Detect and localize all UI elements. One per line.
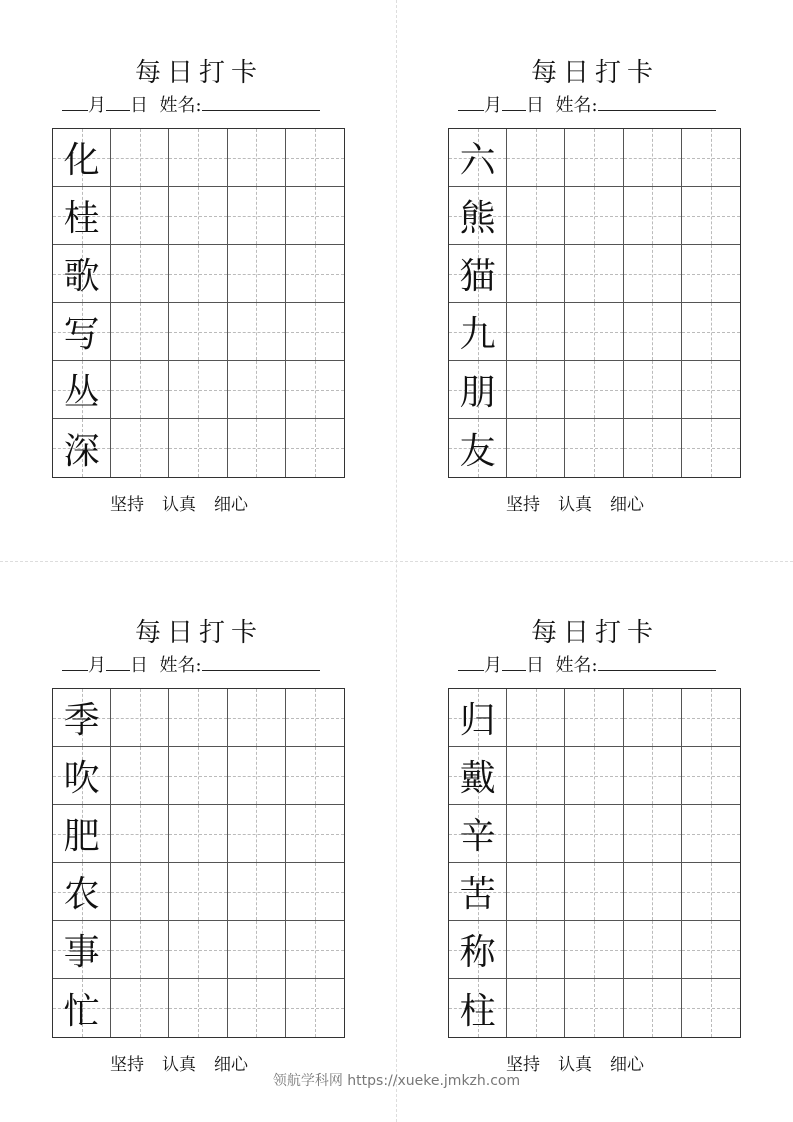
- model-char-cell: [449, 419, 507, 477]
- model-char-cell: [53, 921, 111, 979]
- practice-cell[interactable]: [507, 361, 565, 419]
- practice-cell[interactable]: [682, 689, 740, 747]
- motto-word: 坚持: [506, 1055, 540, 1075]
- practice-cell[interactable]: [682, 361, 740, 419]
- practice-cell[interactable]: [286, 361, 344, 419]
- practice-cell[interactable]: [169, 747, 227, 805]
- practice-cell[interactable]: [624, 689, 682, 747]
- practice-cell[interactable]: [111, 689, 169, 747]
- model-char-cell: [53, 863, 111, 921]
- practice-cell[interactable]: [111, 245, 169, 303]
- model-char: 农: [63, 874, 100, 915]
- motto-word: 坚持: [110, 1055, 144, 1075]
- practice-cell[interactable]: [286, 863, 344, 921]
- motto-word: 细心: [214, 495, 248, 515]
- practice-cell[interactable]: [624, 187, 682, 245]
- model-char: 忙: [63, 990, 100, 1032]
- model-char-cell: [449, 863, 507, 921]
- practice-cell[interactable]: [169, 361, 227, 419]
- practice-cell[interactable]: [624, 245, 682, 303]
- practice-cell[interactable]: [624, 863, 682, 921]
- practice-cell[interactable]: [111, 361, 169, 419]
- practice-cell[interactable]: [111, 863, 169, 921]
- motto-word: 认真: [162, 495, 196, 515]
- practice-cell[interactable]: [565, 689, 623, 747]
- practice-cell[interactable]: [682, 979, 740, 1037]
- model-char-cell: [449, 187, 507, 245]
- model-char: 苦: [459, 874, 496, 915]
- card-title: 每日打卡: [530, 58, 659, 88]
- day-blank[interactable]: [106, 94, 130, 111]
- model-char-cell: [53, 419, 111, 477]
- motto-word: 细心: [214, 1055, 248, 1075]
- day-blank[interactable]: [502, 654, 526, 671]
- practice-cell[interactable]: [111, 979, 169, 1037]
- practice-cell[interactable]: [286, 129, 344, 187]
- practice-cell[interactable]: [228, 747, 286, 805]
- date-name-line: [62, 654, 346, 677]
- practice-cell[interactable]: [169, 129, 227, 187]
- practice-cell[interactable]: [169, 245, 227, 303]
- practice-cell[interactable]: [169, 689, 227, 747]
- practice-cell[interactable]: [228, 805, 286, 863]
- model-char-cell: [449, 361, 507, 419]
- model-char: 柱: [459, 990, 496, 1032]
- motto: [506, 490, 662, 515]
- practice-cell[interactable]: [111, 419, 169, 477]
- practice-cell[interactable]: [507, 187, 565, 245]
- practice-cell[interactable]: [169, 863, 227, 921]
- model-char-cell: [449, 303, 507, 361]
- day-label: 日: [526, 95, 544, 116]
- model-char-cell: [53, 129, 111, 187]
- card-title: 每日打卡: [134, 618, 263, 648]
- model-char-cell: [53, 689, 111, 747]
- practice-cell[interactable]: [507, 921, 565, 979]
- practice-cell[interactable]: [169, 921, 227, 979]
- model-char-cell: [449, 747, 507, 805]
- practice-cell[interactable]: [228, 979, 286, 1037]
- horizontal-cut-line: [0, 561, 793, 562]
- date-name-line: [458, 94, 742, 117]
- practice-cell[interactable]: [228, 419, 286, 477]
- model-char: 丛: [63, 372, 100, 413]
- practice-cell[interactable]: [169, 303, 227, 361]
- practice-cell[interactable]: [565, 245, 623, 303]
- practice-cell[interactable]: [507, 747, 565, 805]
- practice-cell[interactable]: [228, 245, 286, 303]
- month-blank[interactable]: [458, 94, 484, 111]
- checkin-card: [448, 618, 742, 1108]
- name-blank[interactable]: [202, 94, 320, 111]
- model-char-cell: [449, 689, 507, 747]
- practice-cell[interactable]: [286, 805, 344, 863]
- practice-cell[interactable]: [682, 129, 740, 187]
- model-char: 称: [459, 932, 496, 973]
- practice-cell[interactable]: [682, 303, 740, 361]
- checkin-card: [52, 618, 346, 1108]
- practice-cell[interactable]: [111, 805, 169, 863]
- practice-cell[interactable]: [682, 805, 740, 863]
- model-char: 六: [459, 140, 496, 181]
- practice-cell[interactable]: [565, 747, 623, 805]
- practice-cell[interactable]: [169, 979, 227, 1037]
- practice-cell[interactable]: [228, 129, 286, 187]
- practice-cell[interactable]: [624, 303, 682, 361]
- model-char: 季: [63, 700, 100, 741]
- practice-cell[interactable]: [228, 361, 286, 419]
- day-label: 日: [130, 95, 148, 116]
- card-title: 每日打卡: [134, 58, 263, 88]
- practice-cell[interactable]: [624, 921, 682, 979]
- practice-cell[interactable]: [169, 419, 227, 477]
- practice-cell[interactable]: [169, 187, 227, 245]
- model-char-cell: [53, 361, 111, 419]
- practice-cell[interactable]: [228, 303, 286, 361]
- model-char: 归: [459, 700, 496, 741]
- month-blank[interactable]: [458, 654, 484, 671]
- practice-cell[interactable]: [507, 979, 565, 1037]
- practice-cell[interactable]: [111, 129, 169, 187]
- practice-cell[interactable]: [624, 979, 682, 1037]
- practice-cell[interactable]: [507, 805, 565, 863]
- model-char: 戴: [459, 758, 496, 799]
- practice-cell[interactable]: [286, 303, 344, 361]
- practice-cell[interactable]: [286, 979, 344, 1037]
- practice-cell[interactable]: [565, 921, 623, 979]
- name-blank[interactable]: [598, 94, 716, 111]
- checkin-card: [448, 58, 742, 548]
- practice-cell[interactable]: [286, 419, 344, 477]
- month-label: 月: [484, 655, 502, 676]
- motto-word: 坚持: [110, 495, 144, 515]
- practice-cell[interactable]: [507, 689, 565, 747]
- practice-cell[interactable]: [624, 805, 682, 863]
- model-char: 写: [63, 314, 100, 355]
- practice-cell[interactable]: [228, 689, 286, 747]
- motto-word: 细心: [610, 495, 644, 515]
- practice-cell[interactable]: [565, 419, 623, 477]
- day-label: 日: [130, 655, 148, 676]
- practice-cell[interactable]: [624, 129, 682, 187]
- practice-cell[interactable]: [682, 245, 740, 303]
- name-blank[interactable]: [202, 654, 320, 671]
- date-name-line: [62, 94, 346, 117]
- model-char: 熊: [459, 198, 496, 239]
- model-char-cell: [449, 979, 507, 1037]
- practice-cell[interactable]: [111, 747, 169, 805]
- practice-cell[interactable]: [624, 747, 682, 805]
- model-char: 友: [459, 430, 496, 472]
- practice-cell[interactable]: [565, 361, 623, 419]
- practice-cell[interactable]: [228, 187, 286, 245]
- practice-cell[interactable]: [111, 187, 169, 245]
- practice-cell[interactable]: [682, 747, 740, 805]
- month-blank[interactable]: [62, 94, 88, 111]
- model-char-cell: [449, 245, 507, 303]
- model-char: 化: [63, 140, 100, 181]
- month-blank[interactable]: [62, 654, 88, 671]
- model-char-cell: [53, 303, 111, 361]
- motto-word: 坚持: [506, 495, 540, 515]
- date-name-line: [458, 654, 742, 677]
- model-char: 事: [63, 932, 100, 973]
- writing-grid: [52, 688, 345, 1038]
- watermark: 领航学科网 https://xueke.jmkzh.com: [272, 1073, 521, 1089]
- practice-cell[interactable]: [507, 419, 565, 477]
- card-title: 每日打卡: [530, 618, 659, 648]
- model-char-cell: [449, 129, 507, 187]
- model-char-cell: [53, 979, 111, 1037]
- practice-cell[interactable]: [565, 303, 623, 361]
- practice-cell[interactable]: [682, 863, 740, 921]
- motto-word: 细心: [610, 1055, 644, 1075]
- day-label: 日: [526, 655, 544, 676]
- model-char-cell: [53, 245, 111, 303]
- model-char: 桂: [63, 198, 100, 239]
- model-char: 深: [63, 430, 100, 472]
- name-label: 姓名:: [159, 95, 202, 116]
- practice-cell[interactable]: [169, 805, 227, 863]
- practice-cell[interactable]: [624, 419, 682, 477]
- model-char-cell: [449, 921, 507, 979]
- name-label: 姓名:: [555, 655, 598, 676]
- name-label: 姓名:: [555, 95, 598, 116]
- model-char-cell: [53, 187, 111, 245]
- practice-cell[interactable]: [682, 419, 740, 477]
- model-char: 吹: [63, 758, 100, 799]
- motto-word: 认真: [558, 1055, 592, 1075]
- practice-cell[interactable]: [286, 689, 344, 747]
- model-char: 朋: [459, 372, 496, 413]
- name-blank[interactable]: [598, 654, 716, 671]
- practice-cell[interactable]: [111, 303, 169, 361]
- practice-cell[interactable]: [565, 187, 623, 245]
- month-label: 月: [88, 655, 106, 676]
- practice-cell[interactable]: [565, 129, 623, 187]
- motto-word: 认真: [558, 495, 592, 515]
- checkin-card: [52, 58, 346, 548]
- writing-grid: [448, 128, 741, 478]
- model-char: 九: [459, 314, 496, 355]
- model-char: 辛: [459, 816, 496, 857]
- practice-cell[interactable]: [286, 245, 344, 303]
- practice-cell[interactable]: [286, 187, 344, 245]
- practice-cell[interactable]: [228, 921, 286, 979]
- practice-cell[interactable]: [111, 921, 169, 979]
- writing-grid: [448, 688, 741, 1038]
- practice-cell[interactable]: [565, 805, 623, 863]
- model-char-cell: [449, 805, 507, 863]
- practice-cell[interactable]: [682, 921, 740, 979]
- model-char: 肥: [63, 816, 100, 857]
- motto: [110, 490, 266, 515]
- name-label: 姓名:: [159, 655, 202, 676]
- model-char: 歌: [63, 256, 100, 297]
- day-blank[interactable]: [106, 654, 130, 671]
- practice-cell[interactable]: [624, 361, 682, 419]
- practice-cell[interactable]: [682, 187, 740, 245]
- model-char-cell: [53, 747, 111, 805]
- practice-cell[interactable]: [286, 747, 344, 805]
- practice-cell[interactable]: [507, 863, 565, 921]
- practice-cell[interactable]: [228, 863, 286, 921]
- model-char-cell: [53, 805, 111, 863]
- day-blank[interactable]: [502, 94, 526, 111]
- practice-cell[interactable]: [507, 303, 565, 361]
- model-char: 猫: [459, 256, 496, 297]
- motto-word: 认真: [162, 1055, 196, 1075]
- practice-cell[interactable]: [507, 245, 565, 303]
- practice-cell[interactable]: [507, 129, 565, 187]
- practice-cell[interactable]: [565, 979, 623, 1037]
- month-label: 月: [88, 95, 106, 116]
- practice-cell[interactable]: [565, 863, 623, 921]
- month-label: 月: [484, 95, 502, 116]
- practice-cell[interactable]: [286, 921, 344, 979]
- writing-grid: [52, 128, 345, 478]
